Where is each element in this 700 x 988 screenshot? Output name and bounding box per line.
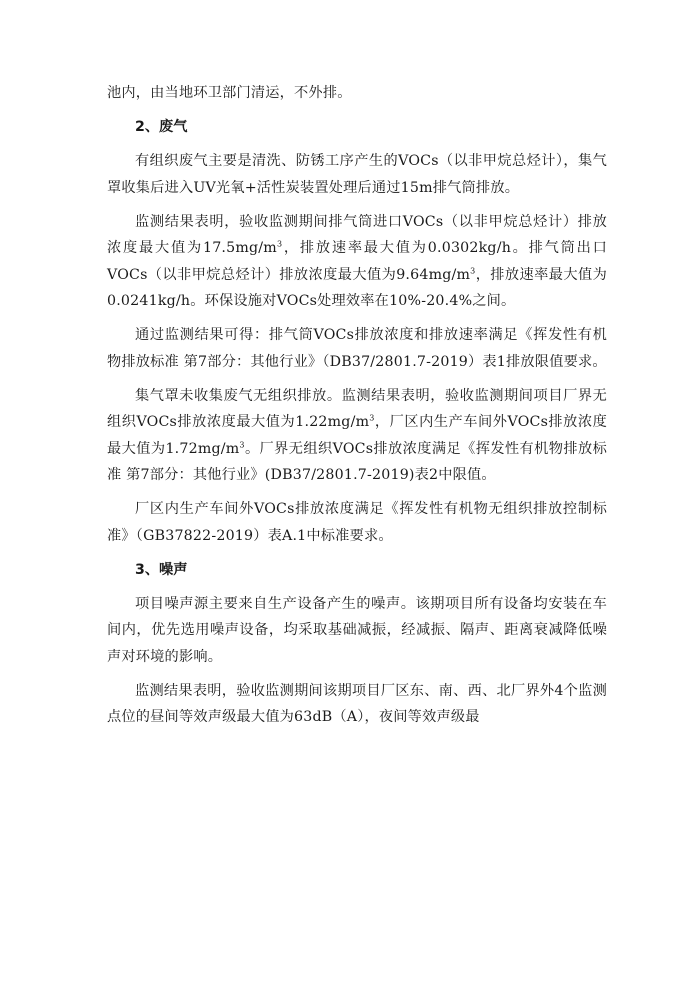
text-segment: ，排放速率最大值为0.0302kg/h。排气筒出口VOCs（以非甲烷总烃计）排放浓度最大值为9.64mg/m <box>107 240 607 283</box>
paragraph-monitoring-results-stack <box>107 209 607 315</box>
text-segment: ，排放速率最大值为0.0241kg/h。环保设施对VOCs处理效率在10%-20.4%之间。 <box>107 266 607 309</box>
paragraph-workshop-compliance: 厂区内生产车间外VOCs排放浓度满足《挥发性有机物无组织排放控制标准》（GB37822-2019）表A.1中标准要求。 <box>107 501 607 544</box>
text-segment: 监测结果表明，验收监测期间排气筒进口VOCs（以非甲烷总烃计）排放浓度最大值为17.5mg/m <box>107 213 607 256</box>
paragraph-organized-waste-gas: 有组织废气主要是清洗、防锈工序产生的VOCs（以非甲烷总烃计），集气罩收集后进入UV光氧+活性炭装置处理后通过15m排气筒排放。 <box>107 153 607 196</box>
superscript: 3 <box>369 413 375 423</box>
section-heading-waste-gas: 2、废气 <box>135 119 188 135</box>
paragraph-stack-compliance: 通过监测结果可得：排气筒VOCs排放浓度和排放速率满足《挥发性有机物排放标准 第7部分：其他行业》（DB37/2801.7-2019）表1排放限值要求。 <box>107 327 607 370</box>
text-segment: ，厂区内生产车间外VOCs排放浓度最大值为1.72mg/m <box>107 414 607 457</box>
paragraph-continuation: 池内，由当地环卫部门清运，不外排。 <box>107 85 352 101</box>
superscript: 3 <box>470 265 476 275</box>
paragraph-noise-monitoring: 监测结果表明，验收监测期间该期项目厂区东、南、西、北厂界外4个监测点位的昼间等效声级最大值为63dB（A），夜间等效声级最 <box>107 682 607 725</box>
text-segment: 。厂界无组织VOCs排放浓度满足《挥发性有机物排放标准 第7部分：其他行业》(DB37/2801.7-2019)表2中限值。 <box>107 440 607 483</box>
document-body <box>107 80 607 731</box>
paragraph-fugitive-emissions <box>107 383 607 489</box>
section-heading-noise: 3、噪声 <box>135 561 188 578</box>
superscript: 3 <box>276 239 283 249</box>
superscript: 3 <box>239 439 245 449</box>
paragraph-noise-sources: 项目噪声源主要来自生产设备产生的噪声。该期项目所有设备均安装在车间内，优先选用噪声设备，均采取基础减振，经减振、隔声、距离衰减降低噪声对环境的影响。 <box>107 595 607 665</box>
text-segment: 集气罩未收集废气无组织排放。监测结果表明，验收监测期间项目厂界无组织VOCs排放浓度最大值为1.22mg/m <box>107 387 607 430</box>
